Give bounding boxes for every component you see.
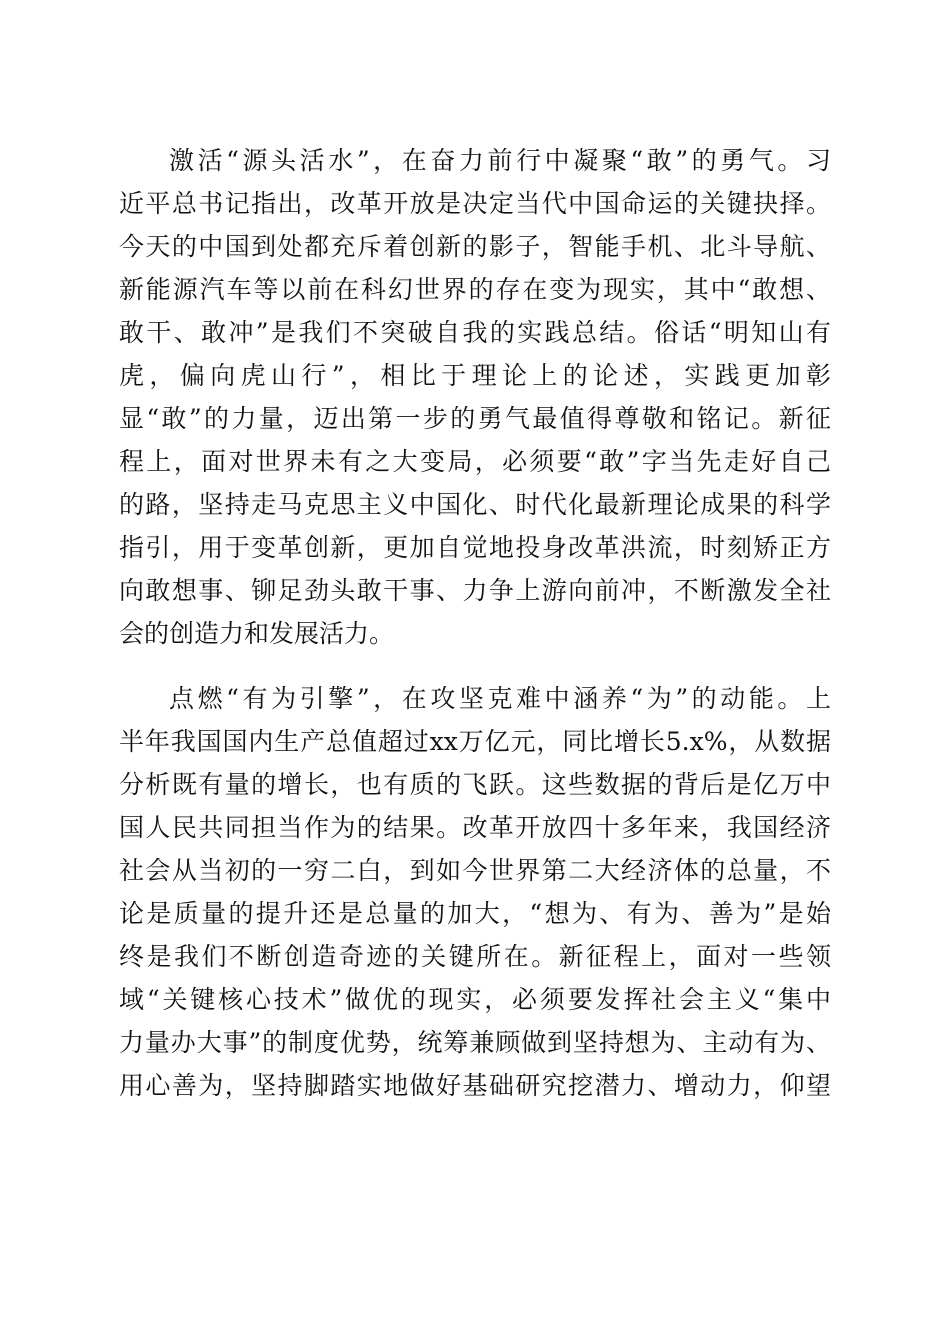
paragraph-line: 会的创造力和发展活力。 bbox=[119, 619, 395, 648]
paragraph-line: 程上，面对世界未有之大变局，必须要“敢”字当先走好自己 bbox=[119, 447, 831, 476]
paragraph-line: 指引，用于变革创新，更加自觉地投身改革洪流，时刻矫正方 bbox=[119, 533, 831, 562]
paragraph-line: 近平总书记指出，改革开放是决定当代中国命运的关键抉择。 bbox=[119, 189, 831, 218]
paragraph-line: 用心善为，坚持脚踏实地做好基础研究挖潜力、增动力，仰望 bbox=[119, 1071, 831, 1100]
paragraph-line: 分析既有量的增长，也有质的飞跃。这些数据的背后是亿万中 bbox=[119, 770, 831, 799]
paragraph-line: 的路，坚持走马克思主义中国化、时代化最新理论成果的科学 bbox=[119, 490, 831, 519]
paragraph-line: 国人民共同担当作为的结果。改革开放四十多年来，我国经济 bbox=[119, 813, 831, 842]
paragraph-line: 新能源汽车等以前在科幻世界的存在变为现实，其中“敢想、 bbox=[119, 275, 831, 304]
paragraph-line: 点燃“有为引擎”，在攻坚克难中涵养“为”的动能。上 bbox=[169, 684, 831, 713]
paragraph-line: 社会从当初的一穷二白，到如今世界第二大经济体的总量，不 bbox=[119, 856, 831, 885]
paragraph-line: 论是质量的提升还是总量的加大，“想为、有为、善为”是始 bbox=[119, 899, 831, 928]
paragraph-line: 力量办大事”的制度优势，统筹兼顾做到坚持想为、主动有为、 bbox=[119, 1028, 831, 1057]
paragraph-line: 激活“源头活水”，在奋力前行中凝聚“敢”的勇气。习 bbox=[169, 146, 831, 175]
paragraph-line: 虎，偏向虎山行”，相比于理论上的论述，实践更加彰 bbox=[119, 361, 831, 390]
paragraph-line: 显“敢”的力量，迈出第一步的勇气最值得尊敬和铭记。新征 bbox=[119, 404, 831, 433]
paragraph-line: 今天的中国到处都充斥着创新的影子，智能手机、北斗导航、 bbox=[119, 232, 831, 261]
paragraph-line: 终是我们不断创造奇迹的关键所在。新征程上，面对一些领 bbox=[119, 942, 831, 971]
paragraph-line: 向敢想事、铆足劲头敢干事、力争上游向前冲，不断激发全社 bbox=[119, 576, 831, 605]
paragraph-line: 半年我国国内生产总值超过xx万亿元，同比增长5.x%，从数据 bbox=[119, 727, 831, 756]
paragraph-line: 敢干、敢冲”是我们不突破自我的实践总结。俗话“明知山有 bbox=[119, 318, 831, 347]
paragraph-line: 域“关键核心技术”做优的现实，必须要发挥社会主义“集中 bbox=[119, 985, 831, 1014]
